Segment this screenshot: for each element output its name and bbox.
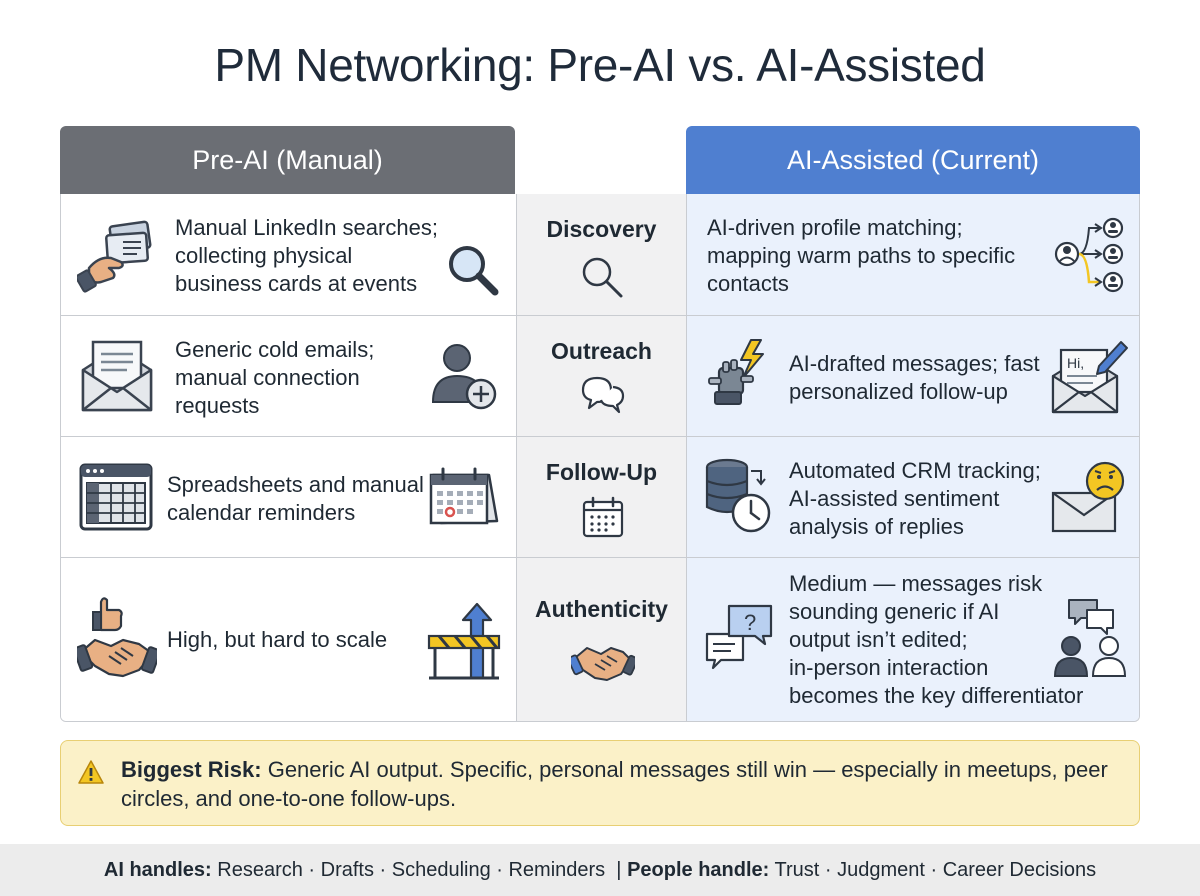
email-greeting-text: Hi, xyxy=(1067,355,1085,371)
handshake-icon xyxy=(571,638,635,686)
ai-authenticity-line-4: in-person interaction xyxy=(789,655,989,680)
risk-text xyxy=(121,755,1111,813)
pre-ai-column-header: Pre-AI (Manual) xyxy=(60,126,515,194)
ai-outreach-line-1: AI-drafted messages; fast xyxy=(789,351,1040,376)
stage-followup-cell xyxy=(517,437,686,558)
stage-authenticity-cell xyxy=(517,558,686,722)
email-draft-pen-icon xyxy=(1051,336,1129,416)
stage-followup-label: Follow-Up xyxy=(545,459,658,485)
robot-hand-lightning-icon xyxy=(701,338,777,408)
pre-ai-outreach-line-2: manual connection xyxy=(175,365,360,390)
question-chat-icon xyxy=(705,604,777,670)
risk-label: Biggest Risk: xyxy=(121,757,262,782)
footer-people-items: Trust · Judgment · Career Decisions xyxy=(769,858,1097,881)
ai-discovery-line-3: contacts xyxy=(707,271,789,296)
business-cards-hand-icon xyxy=(77,216,157,296)
pre-ai-outreach-line-1: Generic cold emails; xyxy=(175,337,375,362)
stage-outreach-label: Outreach xyxy=(551,338,652,364)
ai-followup-line-1: Automated CRM tracking; xyxy=(789,458,1041,483)
stage-outreach-cell xyxy=(517,316,686,437)
footer-people-label: People handle: xyxy=(627,858,770,881)
envelope-letter-icon xyxy=(79,338,155,414)
stage-discovery-label: Discovery xyxy=(546,216,657,242)
search-icon xyxy=(579,254,625,300)
pre-ai-followup-line-1: Spreadsheets and manual xyxy=(167,472,424,497)
risk-body: Generic AI output. Specific, personal messages still win — especially in meetups, peer circles, and one-to-one follow-ups. xyxy=(121,757,1108,811)
pre-ai-followup-cell xyxy=(61,437,516,558)
calendar-icon xyxy=(581,495,625,539)
warning-icon xyxy=(77,759,105,785)
pre-ai-authenticity-line-1: High, but hard to scale xyxy=(167,627,388,652)
ai-discovery-line-1: AI-driven profile matching; xyxy=(707,215,963,240)
pre-ai-outreach-line-3: requests xyxy=(175,393,260,418)
footer-summary xyxy=(0,844,1200,896)
database-clock-icon xyxy=(703,457,777,535)
pre-ai-discovery-line-1: Manual LinkedIn searches; xyxy=(175,215,438,240)
chat-bubbles-icon xyxy=(579,374,627,418)
ai-followup-line-3: analysis of replies xyxy=(789,514,964,539)
pre-ai-discovery-line-2: collecting physical xyxy=(175,243,353,268)
spreadsheet-icon xyxy=(79,463,153,533)
email-sad-face-icon xyxy=(1051,459,1129,535)
comparison-table xyxy=(60,194,1140,722)
pre-ai-followup-line-2: calendar reminders xyxy=(167,500,356,525)
svg-text:?: ? xyxy=(744,610,757,635)
pre-ai-outreach-cell xyxy=(61,316,516,437)
stage-discovery-cell xyxy=(517,194,686,316)
magnifier-icon xyxy=(445,242,501,298)
ai-discovery-line-2: mapping warm paths to specific xyxy=(707,243,1016,268)
ai-authenticity-line-2: sounding generic if AI xyxy=(789,599,1000,624)
people-chat-icon xyxy=(1051,596,1131,680)
ai-discovery-cell xyxy=(687,194,1140,316)
footer-ai-label: AI handles: xyxy=(103,858,212,881)
ai-authenticity-cell xyxy=(687,558,1140,722)
add-user-icon xyxy=(429,340,501,412)
page-title: PM Networking: Pre-AI vs. AI-Assisted xyxy=(214,39,986,91)
handshake-thumbs-up-icon xyxy=(77,596,157,684)
calendar-reminder-icon xyxy=(427,465,501,529)
pre-ai-authenticity-cell xyxy=(61,558,516,722)
barrier-arrow-icon xyxy=(425,602,503,682)
ai-authenticity-line-5: becomes the key differentiator xyxy=(789,683,1084,708)
ai-column xyxy=(687,194,1140,721)
ai-column-header: AI-Assisted (Current) xyxy=(686,126,1140,194)
biggest-risk-callout xyxy=(60,740,1140,826)
footer-ai-items: Research · Drafts · Scheduling · Reminders xyxy=(211,858,611,881)
ai-outreach-line-2: personalized follow-up xyxy=(789,379,1008,404)
ai-outreach-cell xyxy=(687,316,1140,437)
stage-authenticity-label: Authenticity xyxy=(535,596,668,622)
footer-separator: | xyxy=(610,858,628,881)
pre-ai-column xyxy=(61,194,516,721)
ai-followup-line-2: AI-assisted sentiment xyxy=(789,486,1000,511)
stage-column xyxy=(516,194,687,721)
pre-ai-discovery-line-3: business cards at events xyxy=(175,271,418,296)
pre-ai-discovery-cell xyxy=(61,194,516,316)
ai-authenticity-line-1: Medium — messages risk xyxy=(789,571,1043,596)
network-paths-icon xyxy=(1053,214,1127,296)
ai-authenticity-line-3: output isn’t edited; xyxy=(789,627,968,652)
ai-followup-cell xyxy=(687,437,1140,558)
